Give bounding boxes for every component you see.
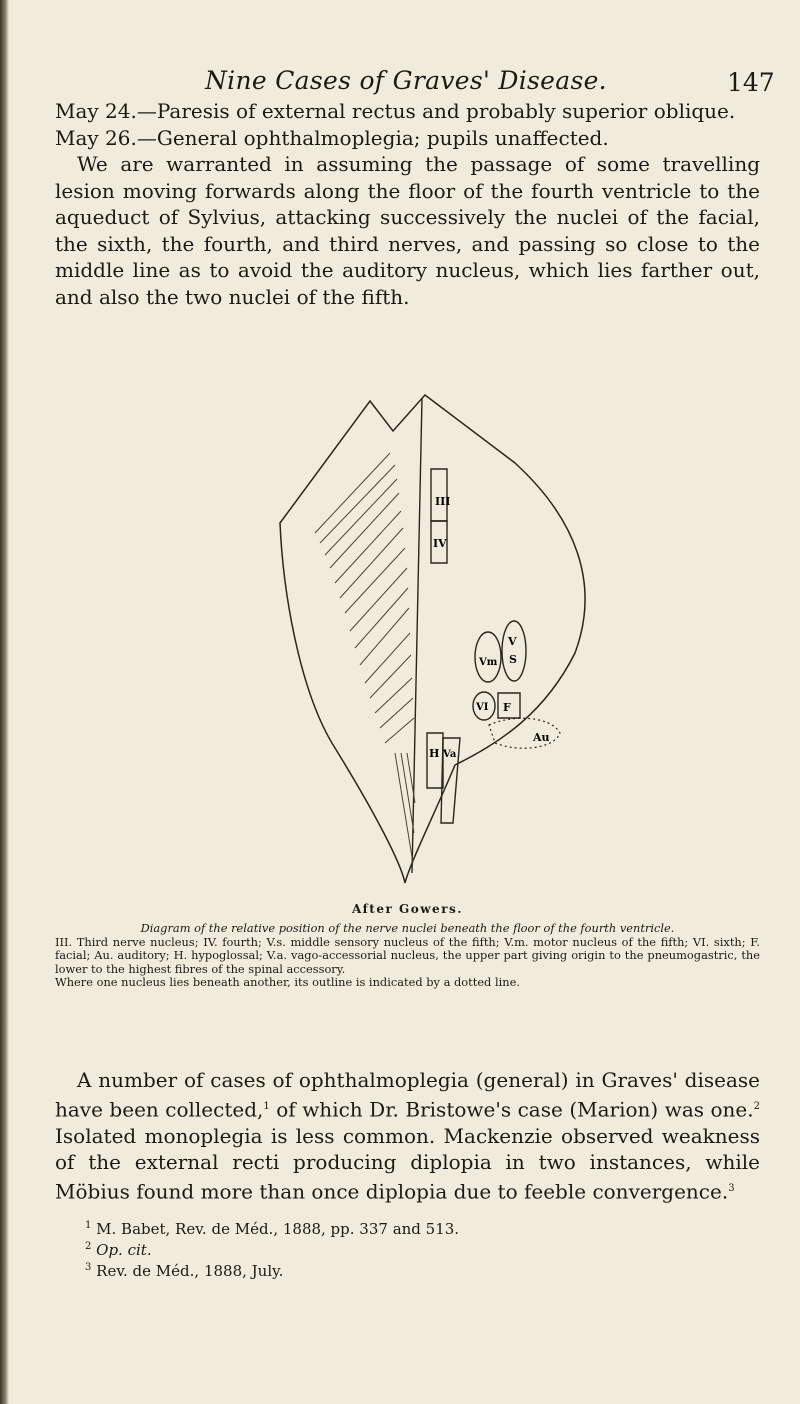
text-part-b: of which Dr. Bristowe's case (Marion) was one. <box>269 1097 754 1122</box>
label-S: S <box>509 653 517 666</box>
footnote <box>85 1259 685 1280</box>
nerve-nuclei-diagram <box>275 393 601 885</box>
label-Vm: Vm <box>479 657 498 668</box>
paragraph-may-26: May 26.—General ophthalmoplegia; pupils unaffected. <box>55 125 609 150</box>
figure-credit: After Gowers. <box>352 902 463 916</box>
label-F: F <box>503 701 511 714</box>
label-V: V <box>508 635 517 648</box>
body-text-top <box>55 98 760 310</box>
footnote-text: Rev. de Méd., 1888, July. <box>96 1262 284 1280</box>
footnote-text: M. Babet, Rev. de Méd., 1888, pp. 337 and 513. <box>96 1220 460 1238</box>
footnote-ref-2[interactable]: 2 <box>753 1100 760 1112</box>
label-III: III <box>435 495 451 508</box>
nucleus-Vs-outline <box>502 621 526 681</box>
page-number: 147 <box>727 68 775 97</box>
figure-caption <box>55 922 760 990</box>
caption-legend: III. Third nerve nucleus; IV. fourth; V.s. middle sensory nucleus of the fifth; V.m. motor nucleus of the fifth; VI. sixth; F. facial; Au. auditory; H. hypoglossal; V.a. vago-accessorial nucleus, the upper part giving origin to the pneumogastric, the lower to the highest fibres of the spinal accessory. <box>55 934 760 976</box>
label-Va: Va <box>443 749 457 760</box>
footnote-number: 1 <box>85 1220 92 1231</box>
label-Au: Au <box>533 731 550 744</box>
paragraph-ophthalmoplegia <box>55 1067 760 1205</box>
label-IV: IV <box>433 537 447 550</box>
hatching-left <box>315 453 414 743</box>
footnote <box>85 1238 685 1259</box>
caption-note: Where one nucleus lies beneath another, its outline is indicated by a dotted line. <box>55 975 520 990</box>
footnote-ref-3[interactable]: 3 <box>728 1182 735 1194</box>
ventricle-outline <box>280 395 585 883</box>
footnote-number: 3 <box>85 1262 92 1273</box>
page-binding-edge <box>0 0 9 1404</box>
footnote-text: Op. cit. <box>96 1241 152 1259</box>
paragraph-may-24: May 24.—Paresis of external rectus and probably superior oblique. <box>55 99 736 123</box>
label-H: H <box>429 747 440 760</box>
nucleus-H-outline <box>427 733 443 788</box>
body-text-bottom <box>55 1067 760 1205</box>
footnotes <box>85 1217 685 1280</box>
running-header: Nine Cases of Graves' Disease. <box>205 66 607 95</box>
footnote-number: 2 <box>85 1241 92 1252</box>
midline <box>412 398 422 873</box>
footnote <box>85 1217 685 1238</box>
text-part-a: A number of cases of ophthalmoplegia (general) in Graves' disease have been collected, <box>55 1068 760 1122</box>
footnote-ref-1[interactable]: 1 <box>263 1100 270 1112</box>
caption-title: Diagram of the relative position of the nerve nuclei beneath the floor of the fourth ventricle. <box>140 921 675 935</box>
text-part-c: Isolated monoplegia is less common. Mackenzie observed weakness of the external recti producing diplopia in two instances, while Möbius found more than once diplopia due to feeble convergence. <box>55 1123 760 1204</box>
label-VI: VI <box>476 702 489 713</box>
paragraph-lesion: We are warranted in assuming the passage of some travelling lesion moving forwards along the floor of the fourth ventricle to the aqueduct of Sylvius, attacking successively the nuclei of the facial, the sixth, the fourth, and third nerves, and passing so close to the middle line as to avoid the auditory nucleus, which lies farther out, and also the two nuclei of the fifth. <box>55 152 760 309</box>
